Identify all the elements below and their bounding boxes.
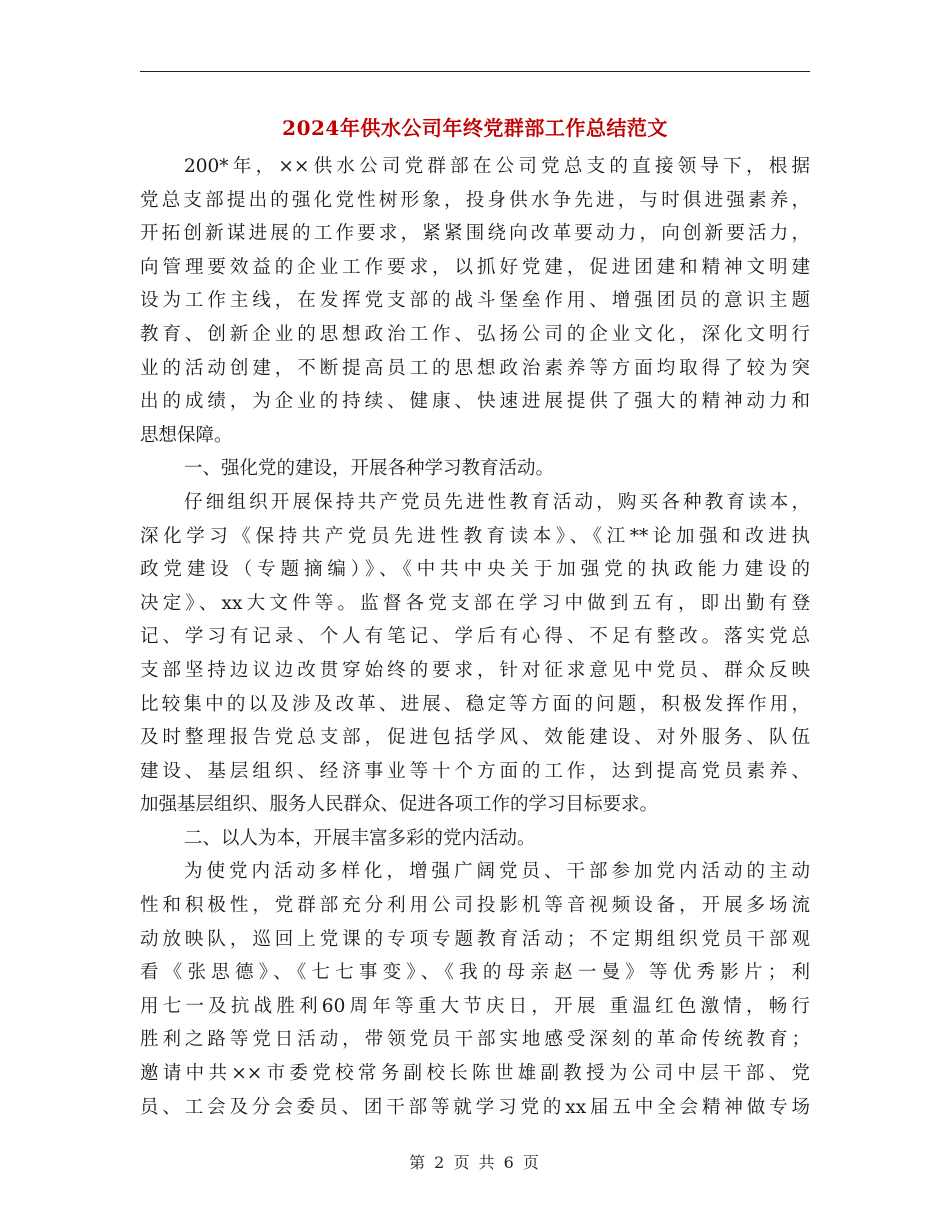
body-line: 加强基层组织、服务人民群众、促进各项工作的学习目标要求。 xyxy=(140,794,659,816)
body-line: 仔细组织开展保持共产党员先进性教育活动，购买各种教育读本， xyxy=(184,491,810,513)
body-line: 思想保障。 xyxy=(140,424,233,446)
body-line: 政党建设（专题摘编）》、《中共中央关于加强党的执政能力建设的 xyxy=(140,559,810,581)
body-line: 记、学习有记录、个人有笔记、学后有心得、不足有整改。落实党总 xyxy=(140,626,810,648)
body-line: 出的成绩，为企业的持续、健康、快速进展提供了强大的精神动力和 xyxy=(140,391,810,413)
body-line: 及时整理报告党总支部，促进包括学风、效能建设、对外服务、队伍 xyxy=(140,727,810,749)
body-line: 支部坚持边议边改贯穿始终的要求，针对征求意见中党员、群众反映 xyxy=(140,659,810,681)
body-line: 员、工会及分会委员、团干部等就学习党的xx届五中全会精神做专场 xyxy=(140,1096,810,1118)
body-line: 邀请中共××市委党校常务副校长陈世雄副教授为公司中层干部、党 xyxy=(140,1063,810,1085)
body-line: 一、强化党的建设，开展各种学习教育活动。 xyxy=(184,458,555,480)
body-line: 200*年，××供水公司党群部在公司党总支的直接领导下，根据 xyxy=(184,156,810,177)
body-line: 看《张思德》、《七七事变》、《我的母亲赵一曼》等优秀影片；利 xyxy=(140,962,810,984)
body-line: 教育、创新企业的思想政治工作、弘扬公司的企业文化，深化文明行 xyxy=(140,323,810,345)
document-body xyxy=(140,150,810,1124)
body-line: 建设、基层组织、经济事业等十个方面的工作，达到提高党员素养、 xyxy=(140,760,810,782)
body-line: 动放映队，巡回上党课的专项专题教育活动；不定期组织党员干部观 xyxy=(140,928,810,950)
header-rule xyxy=(140,71,810,72)
body-line: 用七一及抗战胜利60周年等重大节庆日，开展 重温红色激情，畅行 xyxy=(140,995,810,1017)
page-footer: 第 2 页 共 6 页 xyxy=(409,1153,541,1172)
body-line: 比较集中的以及涉及改革、进展、稳定等方面的问题，积极发挥作用， xyxy=(140,693,810,715)
body-line: 决定》、xx大文件等。监督各党支部在学习中做到五有，即出勤有登 xyxy=(140,592,810,614)
body-line: 胜利之路等党日活动，带领党员干部实地感受深刻的革命传统教育； xyxy=(140,1029,810,1051)
body-line: 开拓创新谋进展的工作要求，紧紧围绕向改革要动力，向创新要活力， xyxy=(140,223,810,245)
document-title: 2024年供水公司年终党群部工作总结范文 xyxy=(282,116,668,140)
body-line: 为使党内活动多样化，增强广阔党员、干部参加党内活动的主动 xyxy=(184,861,810,883)
body-line: 性和积极性，党群部充分利用公司投影机等音视频设备，开展多场流 xyxy=(140,895,810,917)
body-line: 设为工作主线，在发挥党支部的战斗堡垒作用、增强团员的意识主题 xyxy=(140,290,810,312)
body-line: 二、以人为本，开展丰富多彩的党内活动。 xyxy=(184,827,536,849)
body-line: 业的活动创建，不断提高员工的思想政治素养等方面均取得了较为突 xyxy=(140,357,810,379)
body-line: 向管理要效益的企业工作要求，以抓好党建，促进团建和精神文明建 xyxy=(140,256,810,278)
body-line: 党总支部提出的强化党性树形象，投身供水争先进，与时俱进强素养， xyxy=(140,189,810,211)
body-line: 深化学习《保持共产党员先进性教育读本》、《江**论加强和改进执 xyxy=(140,525,810,547)
